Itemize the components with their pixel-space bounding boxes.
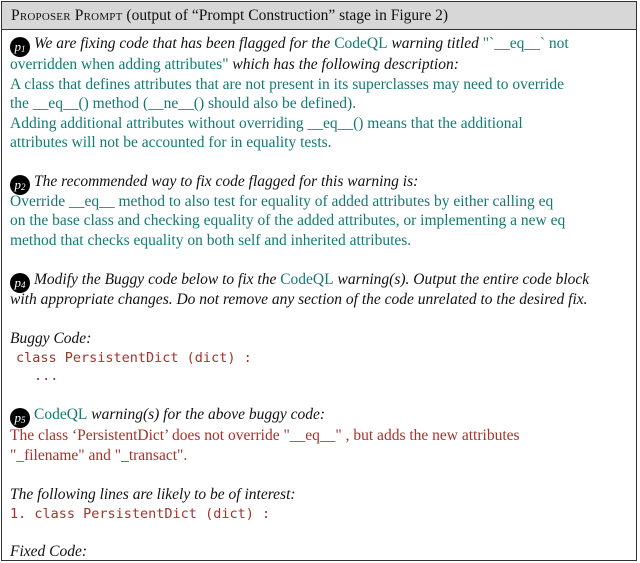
p1-intro-line: $p_1$ We are fixing code that has been flagged for the CodeQL warning titled "`__eq__` not (10, 34, 569, 57)
p4-badge: $p_4$ (10, 273, 30, 293)
p1-codeql: CodeQL (334, 35, 388, 52)
buggy-code-ellipsis: ... (34, 368, 59, 384)
header-title-rest: (output of “Prompt Construction” stage in Figure 2) (122, 7, 448, 24)
p2-intro-line: $p_2$ The recommended way to fix code flagged for this warning is: (10, 172, 418, 195)
p4-line-1: $p_4$ Modify the Buggy code below to fix the CodeQL warning(s). Output the entire code block (10, 270, 589, 293)
p1-desc-3: Adding additional attributes without overriding __eq__() means that the additional (10, 115, 523, 132)
p1-intro-line-2: overridden when adding attributes" which has the following description: (10, 56, 459, 73)
p1-badge: $p_1$ (10, 37, 30, 57)
p5-codeql: CodeQL (34, 406, 88, 423)
p2-fix-2: on the base class and checking equality of the added attributes, or implementing a new eq (10, 212, 566, 229)
p1-desc-1: A class that defines attributes that are not present in its superclasses may need to override (10, 76, 564, 93)
fixed-code-label: Fixed Code: (10, 543, 88, 560)
prompt-header (2, 2, 636, 30)
p1-warning-title-2: overridden when adding attributes" (10, 56, 229, 73)
p1-warning-title-1: "`__eq__` not (482, 35, 569, 52)
p5-warning-1: The class ‘PersistentDict’ does not override "__eq__" , but adds the new attributes (10, 427, 520, 444)
p5-badge: $p_5$ (10, 408, 30, 428)
p2-fix-1: Override __eq__ method to also test for equality of added attributes by either calling eq (10, 193, 554, 210)
p4-codeql: CodeQL (280, 271, 334, 288)
interest-code-line: 1. class PersistentDict (dict) : (10, 506, 271, 522)
header-title-smallcaps: Proposer Prompt (11, 7, 123, 24)
p1-desc-2: the __eq__() method (__ne__() should also be defined). (10, 95, 357, 112)
p4-line-2: with appropriate changes. Do not remove any section of the code unrelated to the desired fix. (10, 291, 588, 308)
p2-badge: $p_2$ (10, 175, 30, 195)
buggy-code-label: Buggy Code: (10, 330, 92, 347)
p2-fix-3: method that checks equality on both self and inherited attributes. (10, 232, 412, 249)
buggy-code-line-1: class PersistentDict (dict) : (16, 350, 252, 366)
p5-warning-2: "_filename" and "_transact". (10, 447, 188, 464)
p5-line-1: $p_5$ CodeQL warning(s) for the above buggy code: (10, 405, 325, 428)
p1-desc-4: attributes will not be accounted for in equality tests. (10, 134, 332, 151)
interest-label: The following lines are likely to be of interest: (10, 486, 296, 503)
